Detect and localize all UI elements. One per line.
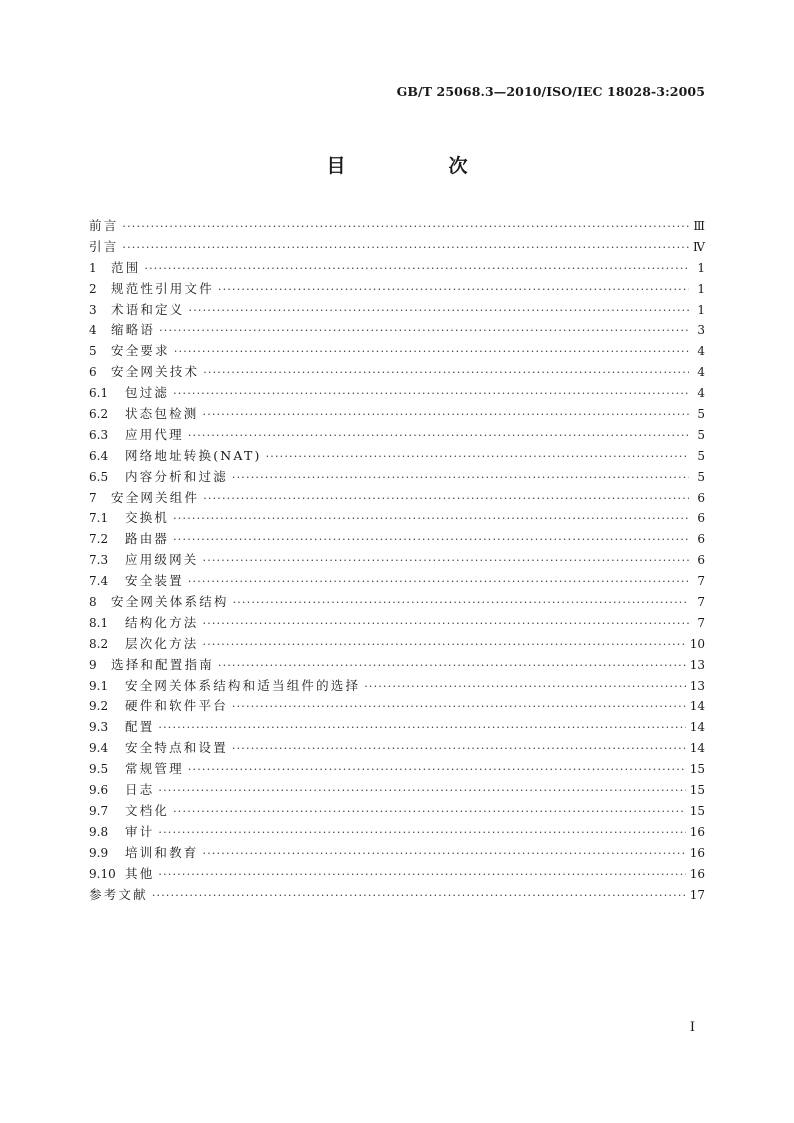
toc-entry-label: 交换机 (125, 510, 170, 526)
toc-entry-page: Ⅳ (693, 239, 705, 254)
toc-dot-leader (173, 509, 689, 530)
toc-entry-page: 17 (689, 887, 705, 902)
toc-entry[interactable] (89, 446, 705, 467)
toc-entry-page: 5 (697, 448, 705, 463)
toc-entry-label: 审计 (125, 823, 155, 839)
toc-entry-number: 7 (89, 490, 97, 505)
toc-entry[interactable] (89, 738, 705, 759)
toc-entry-page: 7 (697, 595, 705, 610)
toc-entry-page: 6 (697, 490, 705, 505)
toc-entry[interactable] (89, 467, 705, 488)
toc-entry[interactable] (89, 300, 705, 321)
toc-entry-number: 7.2 (89, 532, 109, 547)
toc-dot-leader (218, 656, 686, 677)
toc-dot-leader (203, 635, 686, 656)
toc-entry-number: 6 (89, 365, 97, 380)
toc-entry-label: 安全特点和设置 (125, 740, 228, 756)
toc-dot-leader (173, 802, 686, 823)
page-number: Ⅰ (689, 1020, 695, 1035)
toc-dot-leader (203, 844, 686, 865)
toc-entry-label: 网络地址转换(NAT) (125, 447, 262, 463)
toc-entry-label: 引言 (89, 238, 119, 254)
toc-entry-number: 9.3 (89, 720, 109, 735)
toc-entry[interactable] (89, 425, 705, 446)
toc-entry[interactable] (89, 341, 705, 362)
toc-dot-leader (144, 259, 689, 280)
table-of-contents (89, 216, 705, 905)
toc-dot-leader (122, 238, 689, 259)
toc-dot-leader (122, 217, 689, 238)
toc-entry[interactable] (89, 258, 705, 279)
toc-entry[interactable] (89, 571, 705, 592)
toc-entry-label: 范围 (111, 259, 141, 275)
toc-entry-number: 9.9 (89, 845, 109, 860)
toc-entry[interactable] (89, 592, 705, 613)
toc-entry-number: 6.2 (89, 407, 109, 422)
toc-entry-label: 其他 (125, 865, 155, 881)
toc-entry-page: 4 (697, 365, 705, 380)
toc-entry-number: 9.5 (89, 762, 109, 777)
toc-entry[interactable] (89, 885, 705, 906)
toc-dot-leader (203, 614, 689, 635)
toc-entry-page: 10 (689, 636, 705, 651)
toc-entry-page: 5 (697, 427, 705, 442)
toc-entry-label: 包过滤 (125, 385, 170, 401)
toc-dot-leader (266, 447, 689, 468)
toc-dot-leader (173, 530, 689, 551)
toc-entry-label: 选择和配置指南 (111, 656, 214, 672)
toc-entry[interactable] (89, 320, 705, 341)
toc-dot-leader (173, 384, 689, 405)
toc-entry-number: 9.4 (89, 741, 109, 756)
toc-entry-label: 配置 (125, 719, 155, 735)
toc-entry-number: 9.1 (89, 678, 109, 693)
toc-entry-number: 8.1 (89, 615, 109, 630)
toc-entry-page: 6 (697, 553, 705, 568)
toc-entry-number: 6.4 (89, 448, 109, 463)
toc-entry[interactable] (89, 550, 705, 571)
toc-dot-leader (158, 865, 685, 886)
toc-entry-label: 缩略语 (111, 322, 156, 338)
toc-dot-leader (203, 551, 689, 572)
toc-entry-page: 14 (689, 699, 705, 714)
toc-entry[interactable] (89, 279, 705, 300)
toc-entry-label: 常规管理 (125, 761, 184, 777)
toc-entry-label: 安全网关体系结构和适当组件的选择 (125, 677, 361, 693)
toc-entry-label: 状态包检测 (125, 406, 199, 422)
toc-entry-number: 8 (89, 595, 97, 610)
toc-dot-leader (174, 342, 689, 363)
toc-entry[interactable] (89, 383, 705, 404)
toc-entry-number: 2 (89, 281, 97, 296)
toc-entry-label: 日志 (125, 782, 155, 798)
toc-dot-leader (232, 739, 686, 760)
toc-entry[interactable] (89, 613, 705, 634)
toc-entry-number: 7.4 (89, 574, 109, 589)
toc-dot-leader (203, 489, 689, 510)
toc-entry-number: 4 (89, 323, 97, 338)
toc-dot-leader (203, 363, 689, 384)
toc-entry-label: 规范性引用文件 (111, 280, 214, 296)
toc-dot-leader (364, 677, 686, 698)
toc-entry-page: 16 (689, 824, 705, 839)
toc-entry-number: 1 (89, 260, 97, 275)
toc-entry-label: 路由器 (125, 531, 170, 547)
toc-dot-leader (188, 760, 686, 781)
toc-entry[interactable] (89, 216, 705, 237)
toc-dot-leader (233, 593, 689, 614)
toc-dot-leader (232, 697, 686, 718)
toc-entry-page: 13 (689, 657, 705, 672)
toc-dot-leader (158, 781, 685, 802)
toc-entry[interactable] (89, 759, 705, 780)
toc-dot-leader (218, 280, 689, 301)
toc-entry-page: 15 (689, 803, 705, 818)
toc-entry-label: 应用级网关 (125, 552, 199, 568)
toc-entry[interactable] (89, 843, 705, 864)
toc-dot-leader (159, 321, 689, 342)
toc-entry[interactable] (89, 237, 705, 258)
toc-entry-label: 层次化方法 (125, 635, 199, 651)
toc-entry-label: 内容分析和过滤 (125, 468, 228, 484)
toc-entry-page: Ⅲ (693, 219, 705, 233)
toc-entry-number: 9.2 (89, 699, 109, 714)
toc-entry-page: 16 (689, 866, 705, 881)
toc-entry-number: 5 (89, 344, 97, 359)
toc-entry-page: 7 (697, 574, 705, 589)
toc-entry[interactable] (89, 634, 705, 655)
standard-code-header: GB/T 25068.3—2010/ISO/IEC 18028-3:2005 (396, 84, 705, 99)
toc-entry-number: 9.10 (89, 866, 116, 881)
toc-entry-label: 安全网关组件 (111, 489, 200, 505)
toc-entry-page: 1 (697, 281, 705, 296)
toc-entry-label: 前言 (89, 218, 119, 233)
toc-dot-leader (203, 405, 689, 426)
toc-entry-number: 9.6 (89, 783, 109, 798)
toc-entry[interactable] (89, 780, 705, 801)
toc-dot-leader (188, 572, 689, 593)
toc-entry-number: 6.1 (89, 386, 109, 401)
toc-entry-label: 结构化方法 (125, 614, 199, 630)
toc-dot-leader (158, 718, 685, 739)
toc-entry-page: 5 (697, 469, 705, 484)
toc-entry-page: 6 (697, 511, 705, 526)
toc-entry-number: 9 (89, 657, 97, 672)
toc-entry-page: 5 (697, 407, 705, 422)
toc-entry-label: 参考文献 (89, 886, 148, 902)
toc-entry-page: 14 (689, 741, 705, 756)
page-title: 目 次 (326, 155, 510, 177)
toc-entry[interactable] (89, 508, 705, 529)
toc-entry-label: 术语和定义 (111, 301, 185, 317)
toc-entry[interactable] (89, 696, 705, 717)
toc-entry[interactable] (89, 864, 705, 885)
toc-entry-page: 1 (697, 260, 705, 275)
toc-entry[interactable] (89, 529, 705, 550)
toc-entry-label: 硬件和软件平台 (125, 698, 228, 714)
toc-dot-leader (188, 426, 689, 447)
toc-entry-number: 3 (89, 302, 97, 317)
toc-entry-page: 6 (697, 532, 705, 547)
toc-entry-label: 安全网关技术 (111, 364, 200, 380)
toc-entry-number: 7.3 (89, 553, 109, 568)
toc-entry-page: 14 (689, 720, 705, 735)
toc-entry-label: 文档化 (125, 802, 170, 818)
toc-entry-number: 9.7 (89, 803, 109, 818)
toc-dot-leader (152, 886, 686, 907)
toc-entry-page: 7 (697, 615, 705, 630)
toc-entry[interactable] (89, 801, 705, 822)
toc-entry[interactable] (89, 676, 705, 697)
toc-entry-page: 15 (689, 762, 705, 777)
toc-entry-number: 6.3 (89, 427, 109, 442)
toc-dot-leader (158, 823, 685, 844)
toc-entry-page: 3 (697, 323, 705, 338)
toc-dot-leader (232, 468, 689, 489)
toc-entry-page: 4 (697, 344, 705, 359)
toc-entry-number: 6.5 (89, 469, 109, 484)
toc-entry-number: 9.8 (89, 824, 109, 839)
toc-entry[interactable] (89, 655, 705, 676)
toc-entry-number: 8.2 (89, 636, 109, 651)
toc-entry-number: 7.1 (89, 511, 109, 526)
toc-entry[interactable] (89, 488, 705, 509)
toc-entry-label: 安全要求 (111, 343, 170, 359)
toc-entry-page: 1 (697, 302, 705, 317)
toc-entry-label: 应用代理 (125, 426, 184, 442)
toc-entry-page: 4 (697, 386, 705, 401)
toc-entry[interactable] (89, 717, 705, 738)
toc-entry-label: 安全装置 (125, 573, 184, 589)
toc-entry[interactable] (89, 404, 705, 425)
toc-entry-label: 培训和教育 (125, 844, 199, 860)
toc-entry-page: 16 (689, 845, 705, 860)
toc-entry[interactable] (89, 362, 705, 383)
toc-entry-page: 13 (689, 678, 705, 693)
toc-entry-label: 安全网关体系结构 (111, 594, 229, 610)
toc-dot-leader (189, 301, 689, 322)
toc-entry-page: 15 (689, 783, 705, 798)
toc-entry[interactable] (89, 822, 705, 843)
